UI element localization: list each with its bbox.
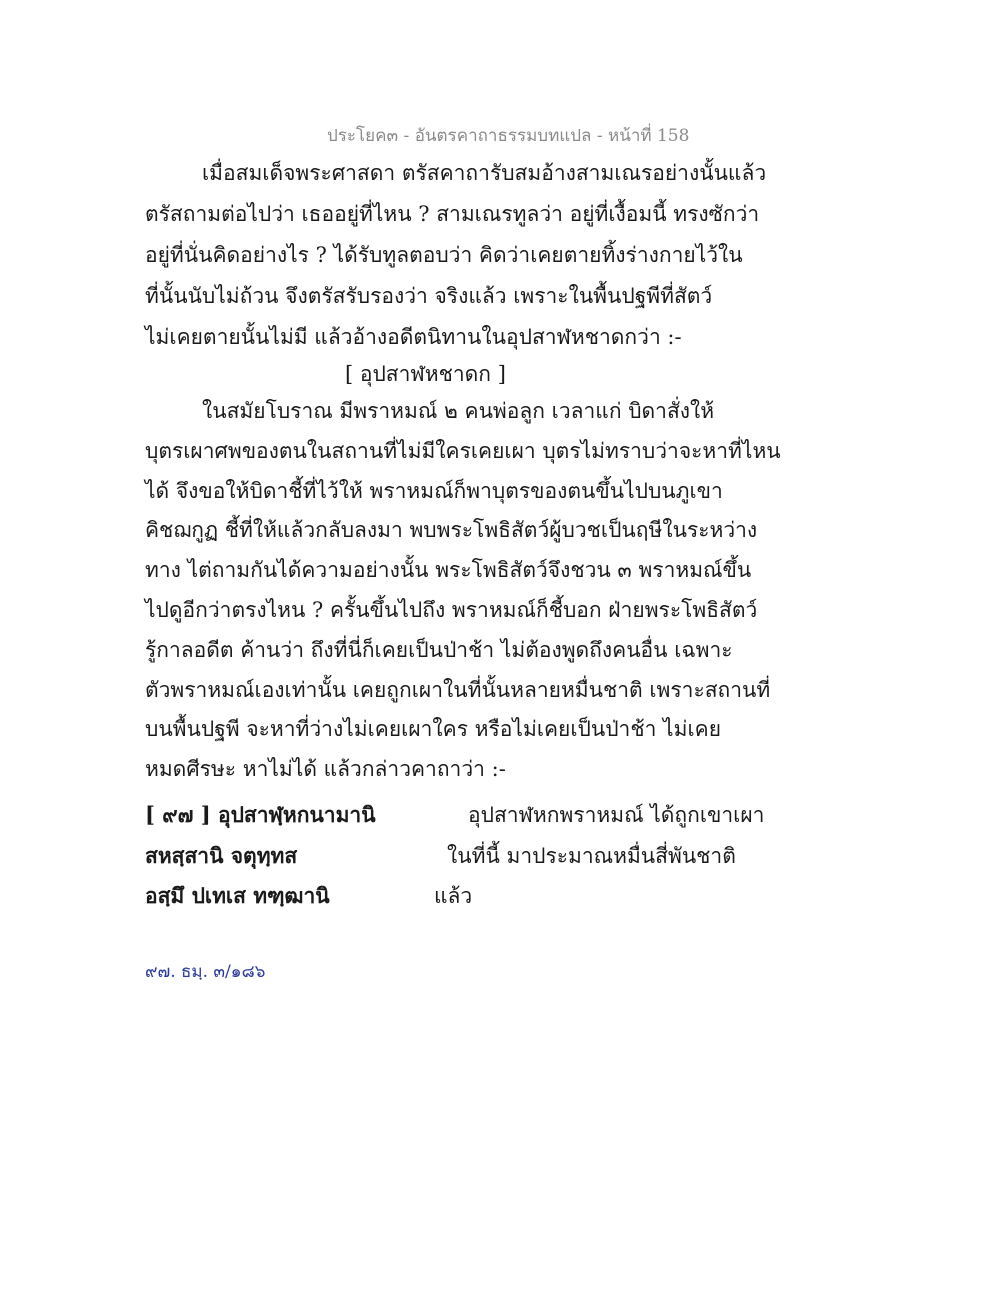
text-line: อยู่ที่นั่นคิดอย่างไร ? ได้รับทูลตอบว่า คิดว่าเคยตายทิ้งร่างกายไว้ใน xyxy=(145,243,743,267)
text-line: ได้ จึงขอให้บิดาชี้ที่ไว้ให้ พราหมณ์ก็พาบุตรของตนขึ้นไปบนภูเขา xyxy=(145,479,723,503)
verse-pali-line: สหสฺสานิ จตุทฺทส xyxy=(145,843,298,868)
verse-thai-line: อุปสาฬหกพราหมณ์ ได้ถูกเขาเผา xyxy=(468,803,765,827)
text-line: เมื่อสมเด็จพระศาสดา ตรัสคาถารับสมอ้างสามเณรอย่างนั้นแล้ว xyxy=(202,161,767,185)
verse-pali-line: [ ๙๗ ] อุปสาฬฺหกนามานิ xyxy=(145,802,376,827)
section-title: [ อุปสาฬหชาดก ] xyxy=(345,362,506,386)
text-line: ในสมัยโบราณ มีพราหมณ์ ๒ คนพ่อลูก เวลาแก่ บิดาสั่งให้ xyxy=(202,399,715,423)
text-line: ทาง ไต่ถามกันได้ความอย่างนั้น พระโพธิสัตว์จึงชวน ๓ พราหมณ์ขึ้น xyxy=(145,558,752,582)
text-line: รู้กาลอดีต ค้านว่า ถึงที่นี่ก็เคยเป็นป่าช้า ไม่ต้องพูดถึงคนอื่น เฉพาะ xyxy=(145,638,733,662)
text-line: ไม่เคยตายนั้นไม่มี แล้วอ้างอดีตนิทานในอุปสาฬหชาดกว่า :- xyxy=(145,325,682,349)
text-line: บุตรเผาศพของตนในสถานที่ไม่มีใครเคยเผา บุตรไม่ทราบว่าจะหาที่ไหน xyxy=(145,439,781,463)
page-header: ประโยค๓ - อันตรคาถาธรรมบทแปล - หน้าที่ 158 xyxy=(327,126,690,146)
footnote: ๙๗. ธมฺ. ๓/๑๘๖ xyxy=(145,962,266,982)
text-line: ที่นั้นนับไม่ถ้วน จึงตรัสรับรองว่า จริงแล้ว เพราะในพื้นปฐพีที่สัตว์ xyxy=(145,284,713,308)
text-line: ตัวพราหมณ์เองเท่านั้น เคยถูกเผาในที่นั้นหลายหมื่นชาติ เพราะสถานที่ xyxy=(145,678,771,702)
text-line: หมดศีรษะ หาไม่ได้ แล้วกล่าวคาถาว่า :- xyxy=(145,757,506,781)
verse-thai-line: ในที่นี้ มาประมาณหมื่นสี่พันชาติ xyxy=(447,844,736,868)
text-line: คิชฌกูฏ ชี้ที่ให้แล้วกลับลงมา พบพระโพธิสัตว์ผู้บวชเป็นฤษีในระหว่าง xyxy=(145,518,758,542)
text-line: ไปดูอีกว่าตรงไหน ? ครั้นขึ้นไปถึง พราหมณ์ก็ชี้บอก ฝ่ายพระโพธิสัตว์ xyxy=(145,598,758,622)
text-line: บนพื้นปฐพี จะหาที่ว่างไม่เคยเผาใคร หรือไม่เคยเป็นป่าช้า ไม่เคย xyxy=(145,717,721,741)
text-line: ตรัสถามต่อไปว่า เธออยู่ที่ไหน ? สามเณรทูลว่า อยู่ที่เงื้อมนี้ ทรงซักว่า xyxy=(145,202,760,226)
verse-pali-line: อสฺมึ ปเทเส ทฑฺฒานิ xyxy=(145,883,330,908)
verse-thai-line: แล้ว xyxy=(434,884,473,908)
